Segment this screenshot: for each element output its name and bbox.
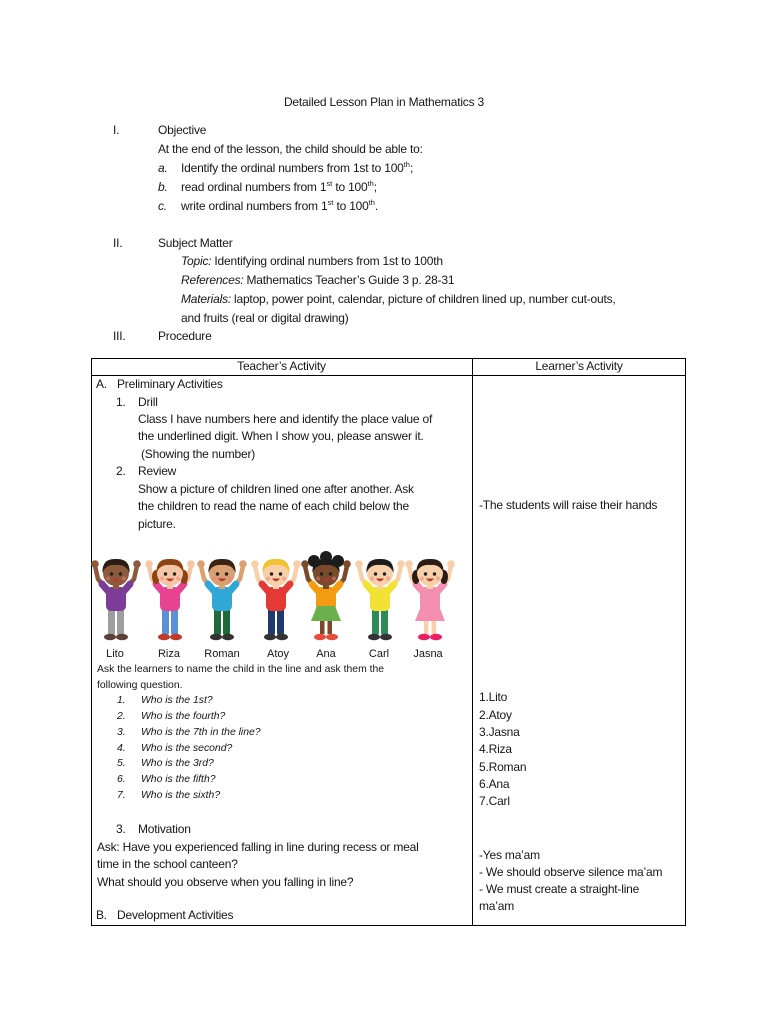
child-right-hand	[397, 560, 405, 568]
child-left-eye	[424, 572, 427, 575]
child-figure-jasna	[405, 559, 455, 640]
text-part: write ordinal numbers from 1	[181, 198, 328, 213]
objective-item-b	[0, 178, 768, 197]
child-cheek	[420, 577, 424, 581]
objective-item-a	[0, 159, 768, 178]
drill-text-line: the underlined digit. When I show you, please answer it.	[138, 429, 424, 444]
child-right-shoe	[276, 634, 288, 640]
child-figure-lito	[91, 559, 141, 640]
child-left-sleeve	[416, 584, 422, 591]
child-right-leg	[117, 608, 124, 635]
motivation-marker: 3.	[116, 822, 126, 837]
child-right-leg	[223, 608, 230, 635]
materials-row	[0, 290, 768, 309]
review-text-line: picture.	[138, 516, 176, 531]
superscript: st	[327, 197, 334, 207]
child-right-hand	[343, 560, 351, 568]
child-cheek	[176, 577, 180, 581]
child-left-eye	[374, 572, 377, 575]
objective-item-text	[181, 159, 413, 178]
child-left-shoe	[104, 634, 116, 640]
review-heading-row	[91, 463, 472, 480]
motivation-response-line: ma’am	[479, 898, 515, 913]
child-right-hand	[187, 560, 195, 568]
text-part: ;	[409, 160, 414, 175]
child-right-eye	[433, 572, 436, 575]
child-name-label: Ana	[316, 648, 336, 660]
question-text: Who is the fourth?	[141, 710, 226, 722]
superscript: st	[326, 178, 333, 188]
child-right-leg	[277, 608, 284, 635]
question-number: 1.	[117, 695, 126, 707]
child-right-shoe	[430, 634, 442, 640]
child-cheek	[332, 577, 336, 581]
child-left-sleeve	[208, 584, 214, 591]
motivation-response-line: -Yes ma’am	[479, 847, 540, 862]
preliminary-label: Preliminary Activities	[117, 377, 223, 392]
references-row	[0, 271, 768, 290]
subject-matter-numeral: II.	[113, 235, 123, 250]
references-value: Mathematics Teacher’s Guide 3 p. 28-31	[246, 273, 455, 288]
child-left-sleeve	[262, 584, 268, 591]
superscript: th	[403, 159, 410, 169]
child-left-shoe	[418, 634, 430, 640]
subject-matter-heading-row	[0, 234, 768, 253]
review-text-line: the children to read the name of each child below the	[138, 499, 409, 514]
answer-item: 4.Riza	[479, 742, 512, 757]
child-cheek	[266, 577, 270, 581]
development-activities	[91, 907, 472, 924]
question-text: Who is the sixth?	[141, 790, 221, 802]
answer-item: 5.Roman	[479, 759, 527, 774]
references-label: References:	[181, 273, 244, 288]
objective-item-marker: a.	[158, 160, 168, 175]
child-left-sleeve	[366, 584, 372, 591]
references-entry	[181, 271, 454, 290]
question-number: 2.	[117, 710, 126, 722]
child-name-label: Lito	[106, 648, 124, 660]
child-right-eye	[225, 572, 228, 575]
child-name-label: Atoy	[266, 648, 290, 660]
child-right-eye	[173, 572, 176, 575]
objective-item-text	[181, 178, 377, 197]
child-right-sleeve	[334, 584, 340, 591]
motivation-response-line: - We should observe silence ma’am	[479, 864, 663, 879]
objective-intro: At the end of the lesson, the child should be able to:	[158, 141, 423, 156]
child-right-shoe	[116, 634, 128, 640]
child-left-leg	[372, 608, 379, 635]
objective-item-marker: b.	[158, 179, 168, 194]
drill-heading-row	[91, 394, 472, 411]
question-number: 5.	[117, 758, 126, 770]
question-item	[91, 709, 472, 725]
child-left-leg	[108, 608, 115, 635]
child-name-label: Riza	[157, 648, 181, 660]
child-right-eye	[383, 572, 386, 575]
child-figure-riza	[145, 559, 195, 640]
development-marker: B.	[96, 908, 107, 923]
answer-item: 7.Carl	[479, 794, 510, 809]
instruction-line: following question.	[97, 680, 183, 691]
procedure-heading: Procedure	[158, 329, 212, 344]
child-cheek	[370, 577, 374, 581]
text-part: ;	[373, 179, 377, 194]
child-right-leg	[381, 608, 388, 635]
question-number: 7.	[117, 790, 126, 802]
materials-entry	[181, 290, 616, 309]
child-left-hand	[145, 560, 153, 568]
review-response-text: -The students will raise their hands	[479, 498, 658, 513]
child-right-hand	[447, 560, 455, 568]
child-left-eye	[320, 572, 323, 575]
review-text-line: Show a picture of children lined one after another. Ask	[138, 481, 414, 496]
subject-matter-section	[0, 234, 768, 347]
child-left-hand	[91, 560, 99, 568]
question-item	[91, 756, 472, 772]
learner-answers	[479, 689, 684, 810]
child-right-leg	[171, 608, 178, 635]
column-divider	[472, 358, 473, 926]
topic-label: Topic:	[181, 254, 212, 269]
topic-row	[0, 252, 768, 271]
child-right-sleeve	[124, 584, 130, 591]
child-cheek	[160, 577, 164, 581]
child-right-hand	[239, 560, 247, 568]
child-left-leg	[268, 608, 275, 635]
drill-label: Drill	[138, 394, 158, 409]
child-left-eye	[216, 572, 219, 575]
question-number: 4.	[117, 742, 126, 754]
child-left-hand	[197, 560, 205, 568]
child-cheek	[316, 577, 320, 581]
objective-item-text	[181, 197, 378, 216]
child-right-shoe	[326, 634, 338, 640]
topic-entry	[181, 252, 443, 271]
child-left-shoe	[158, 634, 170, 640]
superscript: th	[367, 178, 374, 188]
answer-item: 1.Lito	[479, 690, 508, 705]
child-cheek	[282, 577, 286, 581]
question-text: Who is the fifth?	[141, 774, 216, 786]
child-cheek	[386, 577, 390, 581]
child-skirt	[415, 606, 445, 621]
answer-item: 2.Atoy	[479, 707, 512, 722]
child-right-shoe	[170, 634, 182, 640]
child-left-hand	[301, 560, 309, 568]
review-instruction	[91, 662, 472, 694]
question-text: Who is the 3rd?	[141, 758, 214, 770]
drill-text-line: Class I have numbers here and identify the place value of	[138, 412, 433, 427]
child-left-leg	[162, 608, 169, 635]
review-marker: 2.	[116, 464, 126, 479]
motivation-block	[91, 821, 472, 891]
question-number: 3.	[117, 726, 126, 738]
question-item	[91, 788, 472, 804]
child-name-label: Jasna	[413, 648, 443, 660]
child-right-eye	[279, 572, 282, 575]
child-name-label: Roman	[204, 648, 240, 660]
child-left-eye	[270, 572, 273, 575]
activity-table	[91, 358, 686, 926]
objective-section	[0, 121, 768, 216]
child-skirt	[311, 606, 341, 621]
child-left-shoe	[368, 634, 380, 640]
child-figure-atoy	[251, 559, 301, 640]
objective-heading-row	[0, 121, 768, 140]
question-list	[91, 693, 472, 804]
question-item	[91, 693, 472, 709]
child-right-eye	[329, 572, 332, 575]
development-heading-row	[91, 907, 472, 924]
preliminary-marker: A.	[96, 377, 107, 392]
topic-value: Identifying ordinal numbers from 1st to 100th	[214, 254, 443, 269]
learner-motivation-responses	[479, 847, 684, 915]
teacher-activity-header: Teacher’s Activity	[237, 359, 326, 373]
question-text: Who is the 7th in the line?	[141, 726, 261, 738]
learner-activity-header: Learner’s Activity	[535, 359, 623, 373]
question-text: Who is the 1st?	[141, 695, 213, 707]
objective-item-marker: c.	[158, 198, 167, 213]
child-left-shoe	[264, 634, 276, 640]
text-part: to 100	[332, 179, 368, 194]
materials-value: laptop, power point, calendar, picture of children lined up, number cut-outs,	[234, 291, 616, 306]
drill-marker: 1.	[116, 394, 126, 409]
preliminary-heading-row	[91, 376, 472, 393]
question-number: 6.	[117, 774, 126, 786]
superscript: th	[368, 197, 375, 207]
drill-text-line: (Showing the number)	[141, 446, 256, 461]
child-cheek	[122, 577, 126, 581]
child-left-sleeve	[312, 584, 318, 591]
instruction-line: Ask the learners to name the child in the line and ask them the	[97, 664, 385, 675]
question-item	[91, 741, 472, 757]
child-right-sleeve	[388, 584, 394, 591]
child-left-eye	[110, 572, 113, 575]
child-right-sleeve	[284, 584, 290, 591]
child-left-hand	[355, 560, 363, 568]
child-left-leg	[214, 608, 221, 635]
child-cheek	[228, 577, 232, 581]
subject-matter-heading: Subject Matter	[158, 235, 233, 250]
materials-label: Materials:	[181, 291, 232, 306]
question-text: Who is the second?	[141, 742, 233, 754]
child-left-shoe	[314, 634, 326, 640]
text-part: to 100	[333, 198, 369, 213]
materials-continued-row	[0, 309, 768, 328]
child-left-shoe	[210, 634, 222, 640]
objective-heading: Objective	[158, 122, 207, 137]
child-name-label: Carl	[368, 648, 390, 660]
child-right-sleeve	[178, 584, 184, 591]
children-lined-up-picture	[91, 550, 461, 646]
question-item	[91, 725, 472, 741]
procedure-numeral: III.	[113, 329, 126, 344]
text-part: .	[374, 198, 379, 213]
development-label: Development Activities	[117, 908, 234, 923]
materials-value-continued: and fruits (real or digital drawing)	[181, 310, 349, 325]
child-left-hand	[251, 560, 259, 568]
child-right-sleeve	[230, 584, 236, 591]
motivation-text-line: What should you observe when you falling in line?	[97, 874, 354, 889]
child-cheek	[212, 577, 216, 581]
child-right-hand	[133, 560, 141, 568]
child-right-shoe	[380, 634, 392, 640]
answer-item: 3.Jasna	[479, 724, 520, 739]
objective-item-c	[0, 197, 768, 216]
child-left-sleeve	[156, 584, 162, 591]
child-cheek	[436, 577, 440, 581]
objective-intro-row	[0, 140, 768, 159]
child-figure-roman	[197, 559, 247, 640]
document-title: Detailed Lesson Plan in Mathematics 3	[283, 95, 485, 109]
motivation-text-line: time in the school canteen?	[97, 857, 238, 872]
review-label: Review	[138, 464, 177, 479]
child-left-hand	[405, 560, 413, 568]
child-cheek	[106, 577, 110, 581]
child-right-shoe	[222, 634, 234, 640]
child-left-sleeve	[102, 584, 108, 591]
procedure-heading-row	[0, 327, 768, 346]
motivation-heading-row	[91, 821, 472, 838]
text-part: Identify the ordinal numbers from 1st to 100	[181, 160, 404, 175]
learner-review-response	[479, 497, 684, 514]
motivation-response-line: - We must create a straight-line	[479, 881, 640, 896]
child-left-eye	[164, 572, 167, 575]
child-right-eye	[119, 572, 122, 575]
child-right-sleeve	[438, 584, 444, 591]
motivation-text-line: Ask: Have you experienced falling in line during recess or meal	[97, 839, 419, 854]
motivation-label: Motivation	[138, 822, 191, 837]
objective-numeral: I.	[113, 122, 120, 137]
question-item	[91, 772, 472, 788]
child-figure-carl	[355, 559, 405, 640]
answer-item: 6.Ana	[479, 776, 510, 791]
child-figure-ana	[301, 551, 351, 640]
children-name-labels	[91, 647, 472, 661]
preliminary-activities	[91, 376, 472, 533]
text-part: read ordinal numbers from 1	[181, 179, 327, 194]
child-right-hand	[293, 560, 301, 568]
